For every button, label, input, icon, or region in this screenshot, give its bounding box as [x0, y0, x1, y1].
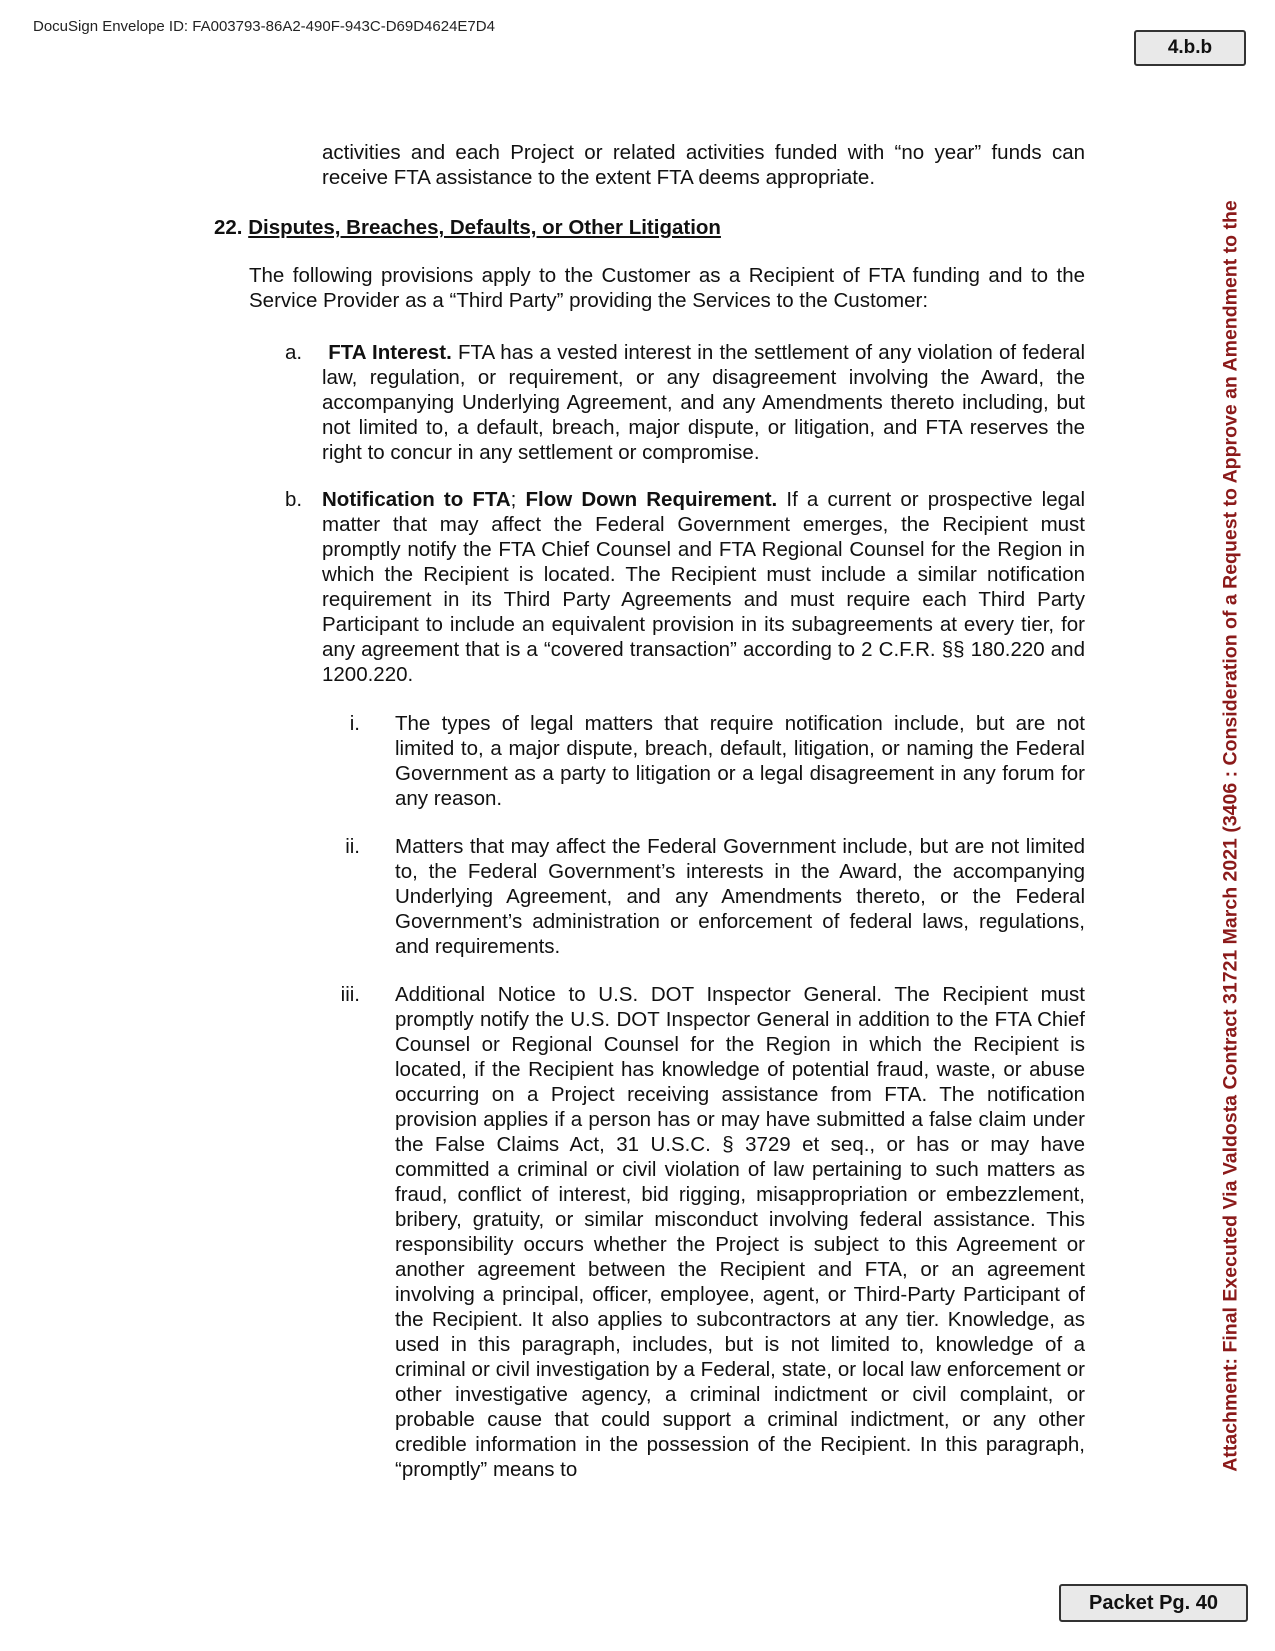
attachment-sidebar-text: Attachment: Final Executed Via Valdosta Contract 31721 March 2021 (3406 : Consideration of a Request to Approve an Amendment to the	[1219, 200, 1242, 1472]
subitem-ii-marker: ii.	[345, 835, 360, 858]
subitem-iii-marker: iii.	[340, 983, 360, 1006]
section-title: Disputes, Breaches, Defaults, or Other Litigation	[248, 216, 721, 239]
item-b-label-2: Flow Down Requirement.	[525, 488, 778, 511]
subitem-i-paragraph	[395, 711, 1085, 811]
docusign-envelope-id: DocuSign Envelope ID: FA003793-86A2-490F-943C-D69D4624E7D4	[33, 18, 495, 35]
subitem-iii-text: Additional Notice to U.S. DOT Inspector General. The Recipient must promptly notify the U.S. DOT Inspector General in addition to the FTA Chief Counsel or Regional Counsel for the Region in which the Recipient is located, if the Recipient has knowledge of potential fraud, waste, or abuse occurring on a Project receiving assistance from FTA. The notification provision applies if a person has or may have submitted a false claim under the False Claims Act, 31 U.S.C. § 3729 et seq., or has or may have committed a criminal or civil violation of law pertaining to such matters as fraud, conflict of interest, bid rigging, misappropriation or embezzlement, bribery, gratuity, or similar misconduct involving federal assistance. This responsibility occurs whether the Project is subject to this Agreement or another agreement between the Recipient and FTA, or an agreement involving a principal, officer, employee, agent, or Third-Party Participant of the Recipient. It also applies to subcontractors at any tier. Knowledge, as used in this paragraph, includes, but is not limited to, knowledge of a criminal or civil investigation by a Federal, state, or local law enforcement or other investigative agency, a criminal indictment or civil complaint, or probable cause that could support a criminal indictment, or any other credible information in the possession of the Recipient. In this paragraph, “promptly” means to	[395, 983, 1085, 1481]
packet-page-badge: Packet Pg. 40	[1059, 1584, 1248, 1622]
item-b-label-1: Notification to FTA	[322, 488, 511, 511]
continuation-paragraph	[322, 140, 1085, 190]
subitem-i-text: The types of legal matters that require notification include, but are not limited to, a major dispute, breach, default, litigation, or naming the Federal Government as a party to litigation or a legal disagreement in any forum for any reason.	[395, 712, 1085, 810]
item-b-paragraph	[322, 487, 1085, 687]
subitem-iii-paragraph	[395, 982, 1085, 1482]
subitem-ii-paragraph	[395, 834, 1085, 959]
section-intro-text: The following provisions apply to the Customer as a Recipient of FTA funding and to the Service Provider as a “Third Party” providing the Services to the Customer:	[249, 264, 1085, 312]
item-a-paragraph	[322, 340, 1085, 465]
section-heading	[214, 216, 721, 240]
item-b-separator: ;	[510, 488, 517, 511]
item-b-marker: b.	[285, 488, 303, 511]
continuation-text: activities and each Project or related activities funded with “no year” funds can receive FTA assistance to the extent FTA deems appropriate.	[322, 141, 1085, 189]
item-a-text: FTA has a vested interest in the settlement of any violation of federal law, regulation, or requirement, or any disagreement involving the Award, the accompanying Underlying Agreement, and any Amendments thereto including, but not limited to, a default, breach, major dispute, or litigation, and FTA reserves the right to concur in any settlement or compromise.	[322, 341, 1086, 464]
section-number: 22.	[214, 216, 243, 239]
item-b-text: If a current or prospective legal matter that may affect the Federal Government emerges, the Recipient must promptly notify the FTA Chief Counsel and FTA Regional Counsel for the Region in which the Recipient is located. The Recipient must include a similar notification requirement in its Third Party Agreements and must require each Third Party Participant to include an equivalent provision in its subagreements at every tier, for any agreement that is a “covered transaction” according to 2 C.F.R. §§ 180.220 and 1200.220.	[322, 488, 1085, 686]
subitem-ii-text: Matters that may affect the Federal Government include, but are not limited to, the Federal Government’s interests in the Award, the accompanying Underlying Agreement, and any Amendments thereto, or the Federal Government’s administration or enforcement of federal laws, regulations, and requirements.	[395, 835, 1085, 958]
item-a-label: FTA Interest.	[328, 341, 452, 364]
agenda-tag-badge: 4.b.b	[1134, 30, 1246, 66]
section-intro-paragraph	[249, 263, 1085, 313]
item-a-marker: a.	[285, 341, 303, 364]
subitem-i-marker: i.	[349, 712, 360, 735]
attachment-sidebar	[1216, 152, 1246, 1520]
